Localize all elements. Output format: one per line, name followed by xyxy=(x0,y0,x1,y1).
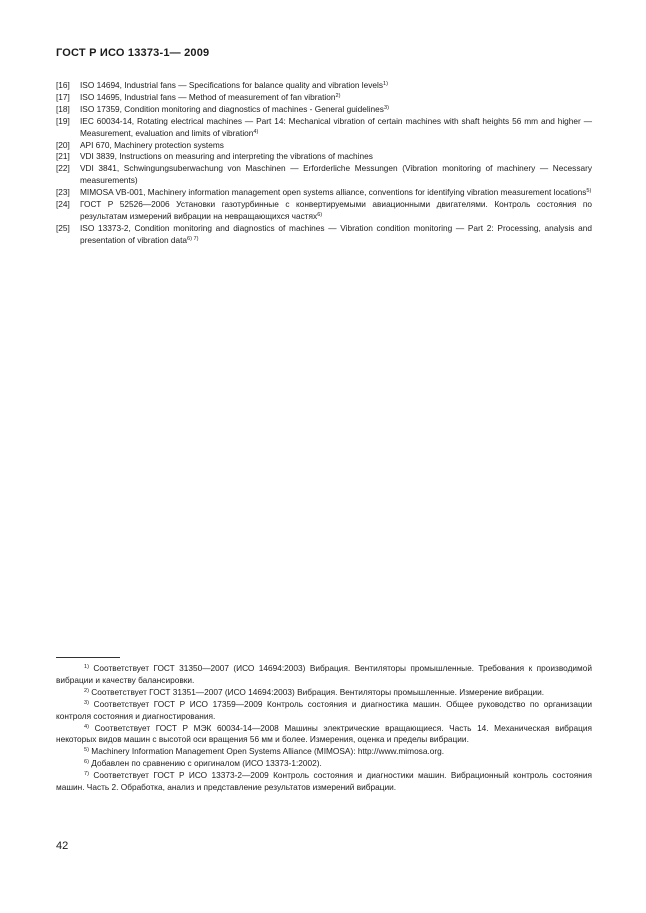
footnote-text: Machinery Information Management Open Systems Alliance (MIMOSA): http://www.mimosa.org. xyxy=(91,746,445,757)
page-header: ГОСТ Р ИСО 13373-1— 2009 xyxy=(56,47,210,59)
reference-text: VDI 3841, Schwingungsuberwachung von Maschinen — Erforderliche Messungen (Vibration monitoring of machinery — Necessary measurements) xyxy=(80,163,592,186)
reference-item xyxy=(56,140,592,152)
footnote-text: Соответствует ГОСТ Р ИСО 17359—2009 Контроль состояния и диагностика машин. Общее руководство по организации контроля состояния и диагностирования. xyxy=(56,698,592,721)
reference-text: VDI 3839, Instructions on measuring and interpreting the vibrations of machines xyxy=(80,151,373,162)
footnote-marker: 3) xyxy=(84,699,89,706)
reference-text: ГОСТ Р 52526—2006 Установки газотурбинные с конвертируемыми авиационными двигателями. Контроль состояния по результатам измерений вибрации на невращающихся частях$^{6)}$ xyxy=(80,199,592,221)
reference-item xyxy=(56,223,592,247)
footnote-text: Добавлен по сравнению с оригиналом (ИСО 13373-1:2002). xyxy=(91,758,322,769)
reference-number: [17] xyxy=(56,91,70,102)
footnote xyxy=(56,758,592,770)
footnote xyxy=(56,723,592,747)
reference-text: ISO 13373-2, Condition monitoring and diagnostics of machines — Vibration condition monitoring — Part 2: Processing, analysis and presentation of vibration data$^{6) 7)}$ xyxy=(80,222,592,245)
reference-number: [21] xyxy=(56,151,70,162)
footnote-marker: 6) xyxy=(317,211,323,218)
reference-item xyxy=(56,92,592,104)
reference-text: IEC 60034-14, Rotating electrical machines — Part 14: Mechanical vibration of certain machines with shaft heights 56 mm and higher — Measurement, evaluation and limits of vibration$^{4)}$ xyxy=(80,115,592,138)
footnote-marker: 7) xyxy=(84,771,89,778)
footnote-text: Соответствует ГОСТ Р ИСО 13373-2—2009 Контроль состояния и диагностики машин. Вибрационный контроль состояния машин. Часть 2. Обработка, анализ и представление результатов измерений вибрации. xyxy=(56,770,592,793)
footnotes xyxy=(56,663,592,794)
bibliography-list xyxy=(56,80,592,247)
reference-number: [20] xyxy=(56,139,70,150)
reference-text: ISO 14694, Industrial fans — Specifications for balance quality and vibration levels$^{1)}$ xyxy=(80,80,388,90)
footnote-divider xyxy=(56,657,120,658)
reference-number: [25] xyxy=(56,222,70,233)
footnote-marker: 6) xyxy=(84,759,89,766)
reference-number: [23] xyxy=(56,187,70,198)
footnote-marker: 1) xyxy=(84,664,89,670)
page-number: 42 xyxy=(56,840,69,852)
reference-item xyxy=(56,163,592,187)
footnote-text: Соответствует ГОСТ 31351—2007 (ИСО 14694:2003) Вибрация. Вентиляторы промышленные. Измерение вибрации. xyxy=(91,686,545,697)
footnote-marker: 5) xyxy=(586,188,592,195)
footnote-marker: 3) xyxy=(383,104,389,111)
reference-item xyxy=(56,187,592,199)
footnote xyxy=(56,663,592,687)
reference-item xyxy=(56,151,592,163)
reference-number: [24] xyxy=(56,199,70,210)
reference-number: [16] xyxy=(56,80,70,90)
footnote-marker: 5) xyxy=(84,747,89,754)
footnote-marker: 2) xyxy=(335,92,341,99)
reference-text: MIMOSA VB-001, Machinery information management open systems alliance, conventions for identifying vibration measurement locations$^{5)}$ xyxy=(80,187,592,198)
reference-text: ISO 17359, Condition monitoring and diagnostics of machines - General guidelines$^{3)}$ xyxy=(80,103,389,114)
reference-text: API 670, Machinery protection systems xyxy=(80,139,224,150)
reference-number: [18] xyxy=(56,103,70,114)
reference-item xyxy=(56,104,592,116)
reference-number: [22] xyxy=(56,163,70,174)
reference-item xyxy=(56,80,592,92)
footnote xyxy=(56,687,592,699)
footnote-marker: 6) 7) xyxy=(187,235,199,242)
footnote-marker: 1) xyxy=(383,81,388,87)
footnote xyxy=(56,699,592,723)
footnote xyxy=(56,746,592,758)
footnote-marker: 4) xyxy=(253,128,259,135)
reference-item xyxy=(56,199,592,223)
reference-text: ISO 14695, Industrial fans — Method of measurement of fan vibration$^{2)}$ xyxy=(80,91,341,102)
reference-number: [19] xyxy=(56,115,70,126)
footnote xyxy=(56,770,592,794)
footnote-text: Соответствует ГОСТ 31350—2007 (ИСО 14694:2003) Вибрация. Вентиляторы промышленные. Требования к производимой вибрации и качеству балансировки. xyxy=(56,663,592,685)
reference-item xyxy=(56,116,592,140)
footnote-text: Соответствует ГОСТ Р МЭК 60034-14—2008 Машины электрические вращающиеся. Часть 14. Механическая вибрация некоторых видов машин с высотой оси вращения 56 мм и более. Измерения, оценка и пределы вибрации. xyxy=(56,722,592,745)
footnote-marker: 2) xyxy=(84,687,89,694)
footnote-marker: 4) xyxy=(84,723,89,730)
